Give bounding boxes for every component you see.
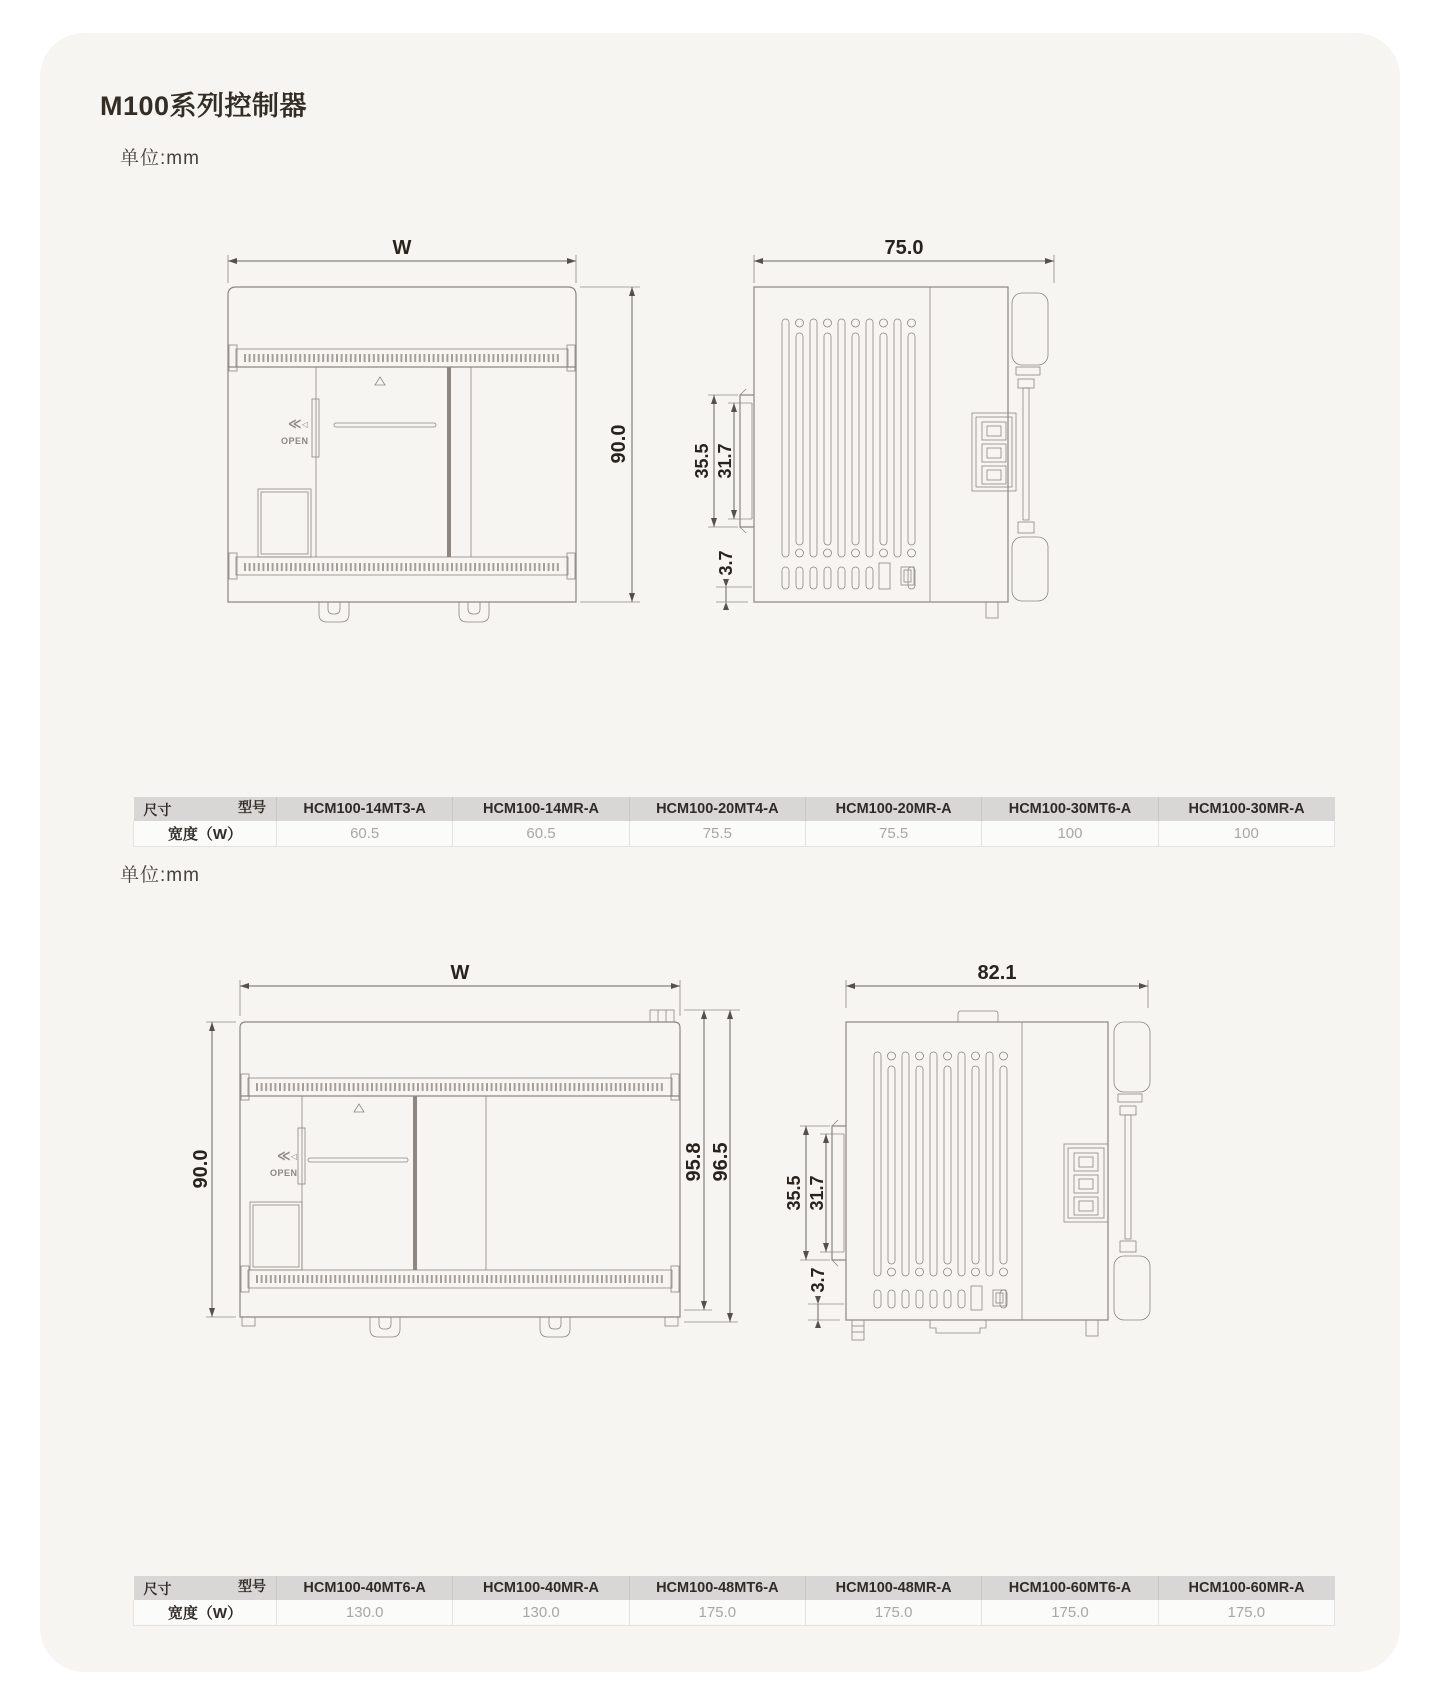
width-row-label: 宽度（W） [134, 1600, 277, 1626]
width-value-cell: 100 [1158, 821, 1334, 847]
dim-width-w [228, 237, 576, 283]
model-header-cell: HCM100-60MT6-A [982, 1576, 1158, 1600]
bottom-clips [852, 1320, 1098, 1340]
open-label [270, 1148, 298, 1178]
model-header-cell: HCM100-48MT6-A [629, 1576, 805, 1600]
svg-text:90.0: 90.0 [190, 1149, 212, 1189]
svg-text:31.7: 31.7 [807, 1175, 827, 1211]
orientation-triangle-icon [375, 377, 385, 385]
svg-text:95.8: 95.8 [683, 1142, 705, 1182]
page-title: M100系列控制器 [100, 91, 308, 121]
dim-width-82-1 [846, 962, 1148, 1008]
front-view-drawing-1 [188, 227, 668, 657]
open-arrow-small-icon: ◁ [302, 420, 309, 429]
dim-width-75 [754, 237, 1054, 283]
svg-text:35.5: 35.5 [692, 443, 712, 479]
top-connector-tab [650, 1010, 674, 1022]
model-header-cell: HCM100-30MT6-A [982, 797, 1158, 821]
width-value-cell: 175.0 [629, 1600, 805, 1626]
width-value-cell: 175.0 [982, 1600, 1158, 1626]
mounting-feet [319, 602, 489, 622]
svg-text:31.7: 31.7 [715, 443, 735, 479]
width-value-cell: 130.0 [453, 1600, 629, 1626]
unit-label-1: 单位:mm [120, 148, 200, 169]
controller-body-side [832, 1011, 1150, 1340]
label-slot [308, 1158, 408, 1162]
orientation-triangle-icon [354, 1104, 364, 1112]
width-value-cell: 100 [982, 821, 1158, 847]
table-width-row [134, 1600, 1335, 1626]
model-header-cell: HCM100-60MR-A [1158, 1576, 1334, 1600]
table-header-row [134, 1576, 1335, 1600]
dim-rail-inner-31-7 [715, 403, 752, 519]
open-arrow-small-icon: ◁ [291, 1152, 298, 1161]
width-row-label: 宽度（W） [134, 821, 277, 847]
corner-header-cell [134, 1576, 277, 1600]
open-label [281, 416, 309, 446]
terminal-block [1064, 1144, 1108, 1222]
dim-height-90 [580, 287, 640, 602]
label-slot [334, 423, 436, 427]
side-view-drawing-2 [770, 952, 1190, 1382]
open-arrows-icon: ≪ [288, 416, 303, 431]
corner-model-label: 型号 [238, 1578, 266, 1594]
model-header-cell: HCM100-30MR-A [1158, 797, 1334, 821]
table-header-row [134, 797, 1335, 821]
dimension-table-1 [133, 797, 1335, 847]
svg-text:35.5: 35.5 [784, 1175, 804, 1211]
corner-header-cell [134, 797, 277, 821]
dim-height-90 [190, 1022, 236, 1317]
width-value-cell: 60.5 [277, 821, 453, 847]
svg-text:82.1: 82.1 [977, 962, 1017, 984]
corner-dim-label: 尺寸 [143, 802, 172, 818]
expansion-port-panel [250, 1202, 302, 1270]
controller-body-side [740, 287, 1048, 618]
io-port-small [971, 1286, 982, 1310]
table-width-row [134, 821, 1335, 847]
side-view-drawing-1 [686, 227, 1086, 657]
width-value-cell: 60.5 [453, 821, 629, 847]
mounting-feet [242, 1317, 678, 1337]
width-value-cell: 130.0 [277, 1600, 453, 1626]
svg-text:OPEN: OPEN [270, 1168, 298, 1178]
controller-body-front [228, 287, 576, 622]
dim-rail-inner-31-7 [807, 1134, 844, 1252]
svg-text:3.7: 3.7 [808, 1267, 828, 1293]
io-port-small [993, 1290, 1006, 1306]
model-header-cell: HCM100-14MT3-A [277, 797, 453, 821]
dim-bottom-3-7 [716, 550, 752, 610]
expansion-port-panel [258, 489, 311, 557]
model-header-cell: HCM100-40MT6-A [277, 1576, 453, 1600]
svg-text:90.0: 90.0 [608, 424, 630, 464]
svg-text:OPEN: OPEN [281, 436, 309, 446]
model-header-cell: HCM100-20MT4-A [629, 797, 805, 821]
width-value-cell: 175.0 [805, 1600, 981, 1626]
width-value-cell: 75.5 [629, 821, 805, 847]
corner-model-label: 型号 [238, 799, 266, 815]
open-arrows-icon: ≪ [277, 1148, 292, 1163]
vent-slots [782, 319, 916, 589]
din-rail-clip [740, 389, 754, 533]
unit-label-2: 单位:mm [120, 865, 200, 886]
dimension-table-2 [133, 1576, 1335, 1626]
svg-text:W: W [392, 237, 412, 259]
svg-text:W: W [450, 962, 470, 984]
front-view-drawing-2 [180, 952, 760, 1382]
din-rail-clip [832, 1120, 846, 1266]
bottom-clip [986, 602, 998, 618]
model-header-cell: HCM100-48MR-A [805, 1576, 981, 1600]
dim-width-w [240, 962, 680, 1016]
model-header-cell: HCM100-14MR-A [453, 797, 629, 821]
controller-body-front [240, 1010, 680, 1337]
width-value-cell: 75.5 [805, 821, 981, 847]
width-value-cell: 175.0 [1158, 1600, 1334, 1626]
io-port-small [879, 563, 890, 589]
terminal-block [972, 413, 1016, 491]
svg-text:96.5: 96.5 [710, 1142, 732, 1182]
svg-text:3.7: 3.7 [716, 550, 736, 576]
model-header-cell: HCM100-20MR-A [805, 797, 981, 821]
vent-slots [874, 1052, 1008, 1310]
corner-dim-label: 尺寸 [143, 1581, 172, 1597]
model-header-cell: HCM100-40MR-A [453, 1576, 629, 1600]
dim-bottom-3-7 [808, 1267, 844, 1328]
top-connector-tab [958, 1011, 998, 1022]
din-hooks-and-lever [1114, 1022, 1150, 1320]
svg-text:75.0: 75.0 [884, 237, 924, 259]
din-hooks-and-lever [1012, 293, 1048, 601]
